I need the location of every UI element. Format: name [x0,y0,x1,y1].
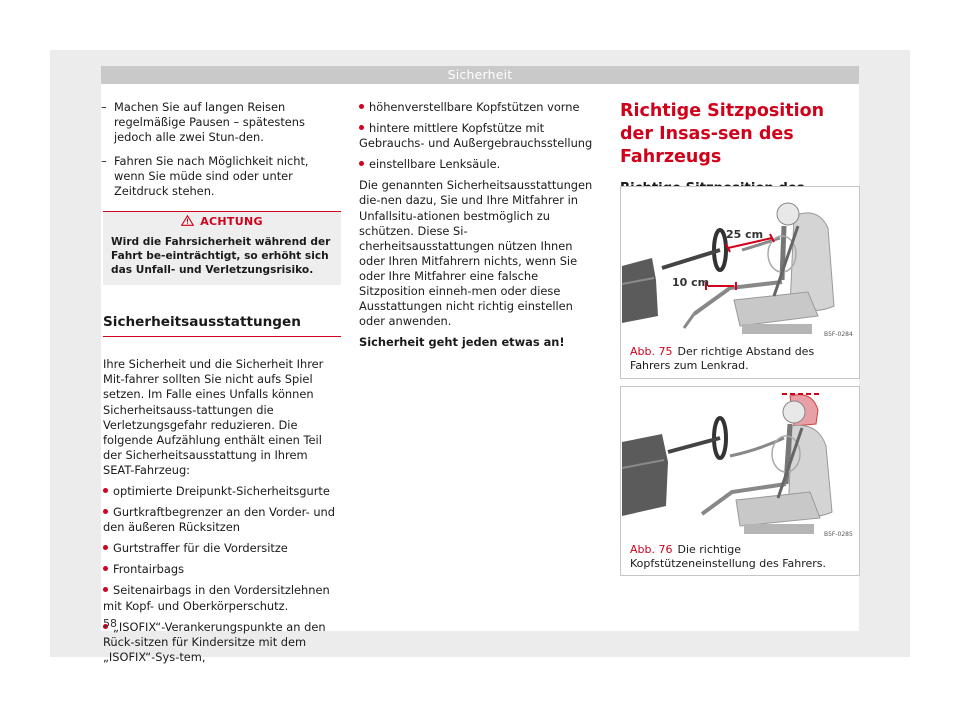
column-1 [103,100,341,665]
label-25cm: 25 cm [726,228,764,241]
body-paragraph: Die genannten Sicherheitsausstattungen die-nen dazu, Sie und Ihre Mitfahrer in Unfallsitu-ationen bestmöglich zu schützen. Diese Si-cherheitsausstattungen nützen Ihnen oder Ihren Mitfahrern nichts, wenn Sie oder Ihre Mitfahrer eine falsche Sitzposition einneh-men oder diese Ausstattungen nicht richtig einstellen oder anwenden. [359,178,593,329]
list-item [103,562,341,577]
list-item [103,541,341,556]
bullet-icon [103,509,108,514]
list-item-text: einstellbare Lenksäule. [369,157,501,172]
dash-item: – Fahren Sie nach Möglichkeit nicht, wenn Sie müde sind oder unter Zeitdruck stehen. [103,154,341,199]
chapter-heading: Richtige Sitzposition der Insas-sen des Fahrzeugs [620,101,825,167]
bullet-icon [359,125,364,130]
figure-caption [630,543,850,571]
emphasis-line: Sicherheit geht jeden etwas an! [359,335,565,350]
warning-text: Wird die Fahrsicherheit während der Fahrt be-einträchtigt, so erhöht sich das Unfall- und Verletzungsrisiko. [103,232,341,280]
bullet-icon [359,104,364,109]
intro-paragraph: Ihre Sicherheit und die Sicherheit Ihrer Mit-fahrer sollten Sie nicht aufs Spiel setzen. Im Falle eines Unfalls können Sicherheitsauss-tattungen die Verletzungsgefahr reduzieren. Die folgende Aufzählung enthält einen Teil der Sicherheitsausstattung in Ihrem SEAT-Fahrzeug: [103,357,324,477]
list-item [103,505,341,535]
list-item [103,484,341,499]
warning-triangle-icon [181,215,194,226]
list-item [359,157,599,172]
page-number: 58 [103,617,117,630]
figure-caption-text: Der richtige Abstand des Fahrers zum Lenkrad. [630,345,815,372]
figure-76 [620,386,860,576]
bullet-icon [103,566,108,571]
figure-number: Abb. 76 [630,543,673,556]
list-item [103,620,341,665]
list-item [359,100,599,115]
figure-75 [620,186,860,379]
list-item-text: höhenverstellbare Kopfstützen vorne [369,100,580,114]
warning-title: ACHTUNG [200,214,263,228]
headrest-illustration [622,388,858,540]
list-item-text: Gurtkraftbegrenzer an den Vorder- und den äußeren Rücksitzen [103,505,335,535]
figure-caption [630,345,850,373]
list-item-text: Gurtstraffer für die Vordersitze [113,541,288,556]
dash-item: – Machen Sie auf langen Reisen regelmäßige Pausen – spätestens jedoch alle zwei Stun-den. [103,100,341,145]
label-10cm: 10 cm [672,276,710,289]
figure-code: B5F-0285 [824,531,853,538]
warning-box [103,211,341,286]
column-2 [359,100,599,350]
list-item-text: „ISOFIX“-Verankerungspunkte an den Rück-sitzen für Kindersitze mit dem „ISOFIX“-Sys-tem, [103,619,326,664]
list-item-text: Seitenairbags in den Vordersitzlehnen mit Kopf- und Oberkörperschutz. [103,583,330,613]
driver-distance-illustration [622,188,858,340]
list-item-text: Frontairbags [113,562,185,577]
list-item-text: optimierte Dreipunkt-Sicherheitsgurte [113,484,330,499]
page-header: Sicherheit [101,66,859,84]
figure-caption-text: Die richtige Kopfstützeneinstellung des Fahrers. [630,543,827,570]
figure-code: B5F-0284 [824,331,853,338]
section-title: Sicherheitsausstattungen [103,315,341,337]
bullet-icon [103,587,108,592]
bullet-icon [359,161,364,166]
bullet-icon [103,545,108,550]
bullet-icon [103,488,108,493]
list-item-text: hintere mittlere Kopfstütze mit Gebrauchs- und Außergebrauchsstellung [359,121,593,151]
warning-header [103,212,341,232]
list-item [359,121,599,151]
figure-number: Abb. 75 [630,345,673,358]
list-item [103,583,341,613]
